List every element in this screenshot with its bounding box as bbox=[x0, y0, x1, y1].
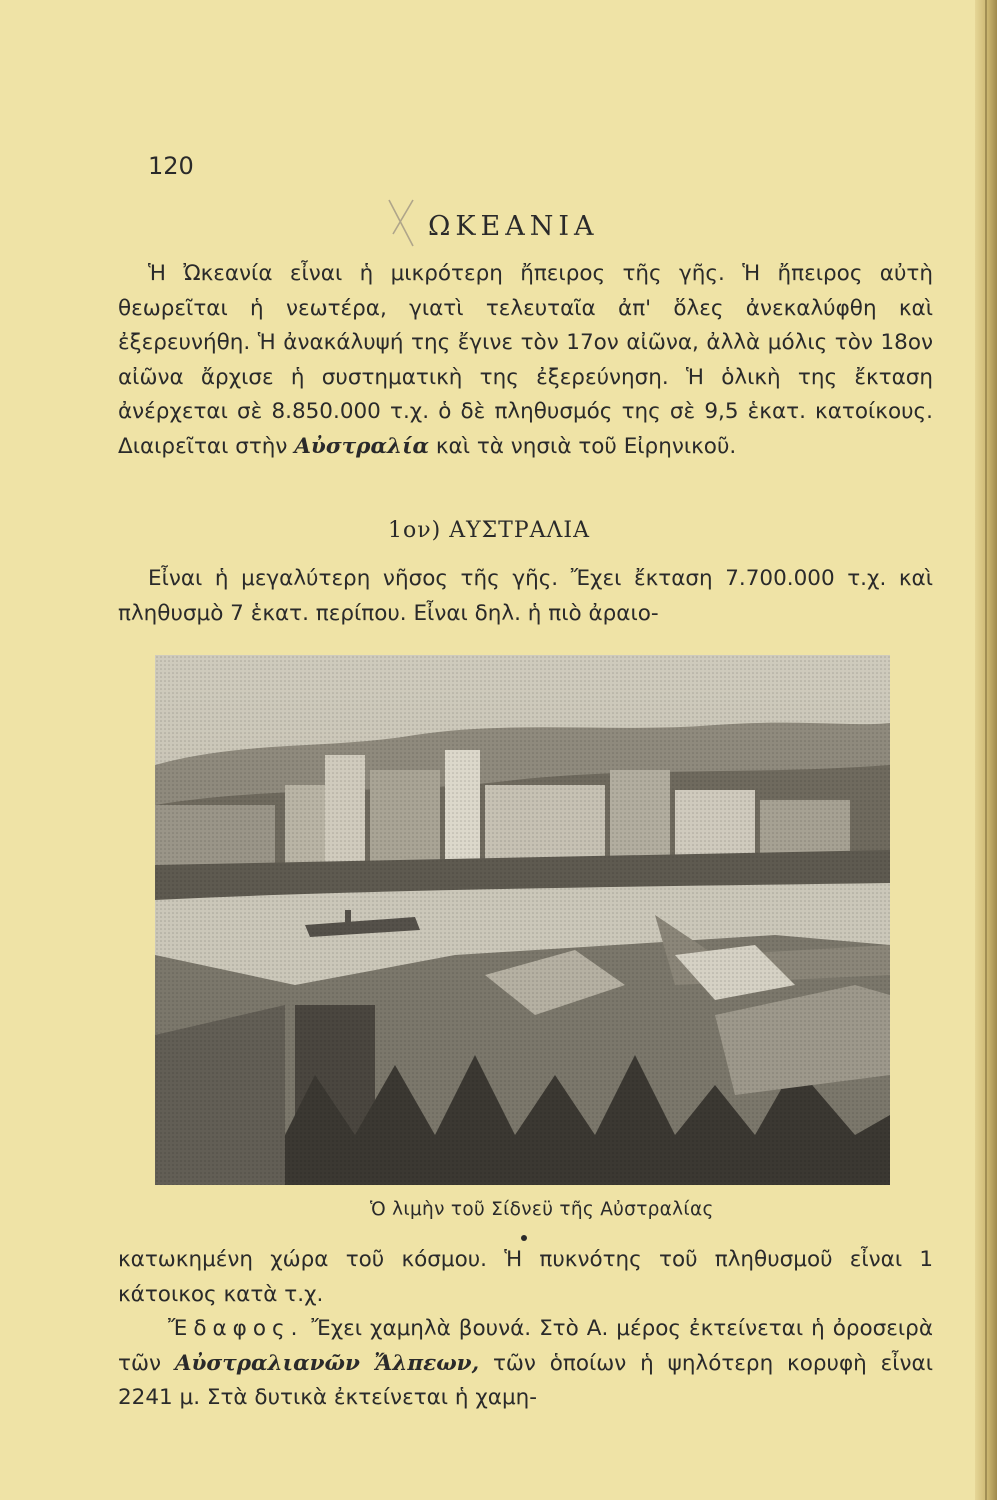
page-title: ΩΚΕΑΝΙΑ bbox=[428, 211, 599, 242]
terrain-text-end: τῶν ὁποίων ἡ ψηλότερη κορυφὴ εἶναι 2241 μ. Στὰ δυτικὰ ἐκτείνεται ἡ χαμη- bbox=[118, 1350, 933, 1410]
pencil-mark bbox=[383, 196, 423, 250]
section-heading: 1ον) ΑΥΣΤΡΑΛΙΑ bbox=[388, 518, 590, 543]
intro-italic-term: Αὐστραλία bbox=[294, 433, 430, 459]
intro-text-end: καὶ τὰ νησιὰ τοῦ Εἰρηνικοῦ. bbox=[429, 433, 737, 459]
terrain-italic-term: Αὐστραλιανῶν Ἄλπεων, bbox=[174, 1350, 480, 1376]
terrain-label: Ἔδαφος. bbox=[168, 1316, 304, 1341]
intro-text: Ἡ Ὠκεανία εἶναι ἡ μικρότερη ἤπειρος τῆς γῆς. Ἡ ἤπειρος αὐτὴ θεωρεῖται ἡ νεωτέρα, γιατὶ τελευταῖα ἀπ' ὅλες ἀνεκαλύφθη καὶ ἐξερευνήθη. Ἡ ἀνακάλυψή της ἔγινε τὸν 17ον αἰῶνα, ἀλλὰ μόλις τὸν 18ον αἰῶνα ἄρχισε ἡ συστηματικὴ της ἐξερεύνηση. Ἡ ὁλικὴ της ἔκταση ἀνέρχεται σὲ 8.850.000 τ.χ. ὁ δὲ πληθυσμός της σὲ 9,5 ἑκατ. κατοίκους. Διαιρεῖται στὴν bbox=[118, 261, 933, 459]
binding-edge-line bbox=[985, 0, 987, 1500]
harbour-illustration bbox=[155, 655, 890, 1185]
ink-dot bbox=[521, 1235, 527, 1241]
page-number: 120 bbox=[148, 152, 194, 180]
photo-caption: Ὁ λιμὴν τοῦ Σίδνεϋ τῆς Αὐστραλίας bbox=[370, 1199, 714, 1220]
continuation-paragraph bbox=[118, 1243, 933, 1416]
sydney-harbour-photo bbox=[155, 655, 890, 1185]
intro-paragraph bbox=[118, 257, 933, 464]
section-paragraph: Εἶναι ἡ μεγαλύτερη νῆσος τῆς γῆς. Ἔχει ἔκταση 7.700.000 τ.χ. καὶ πληθυσμὸ 7 ἑκατ. περίπου. Εἶναι δηλ. ἡ πιὸ ἀραιο- bbox=[118, 566, 933, 626]
continuation-text: κατωκημένη χώρα τοῦ κόσμου. Ἡ πυκνότης τοῦ πληθυσμοῦ εἶναι 1 κάτοικος κατὰ τ.χ. bbox=[118, 1247, 933, 1307]
terrain-text: Ἔχει χαμηλὰ βουνά. Στὸ Α. μέρος ἐκτείνεται ἡ ὀροσειρὰ τῶν bbox=[118, 1316, 933, 1376]
terrain-paragraph bbox=[118, 1312, 933, 1416]
